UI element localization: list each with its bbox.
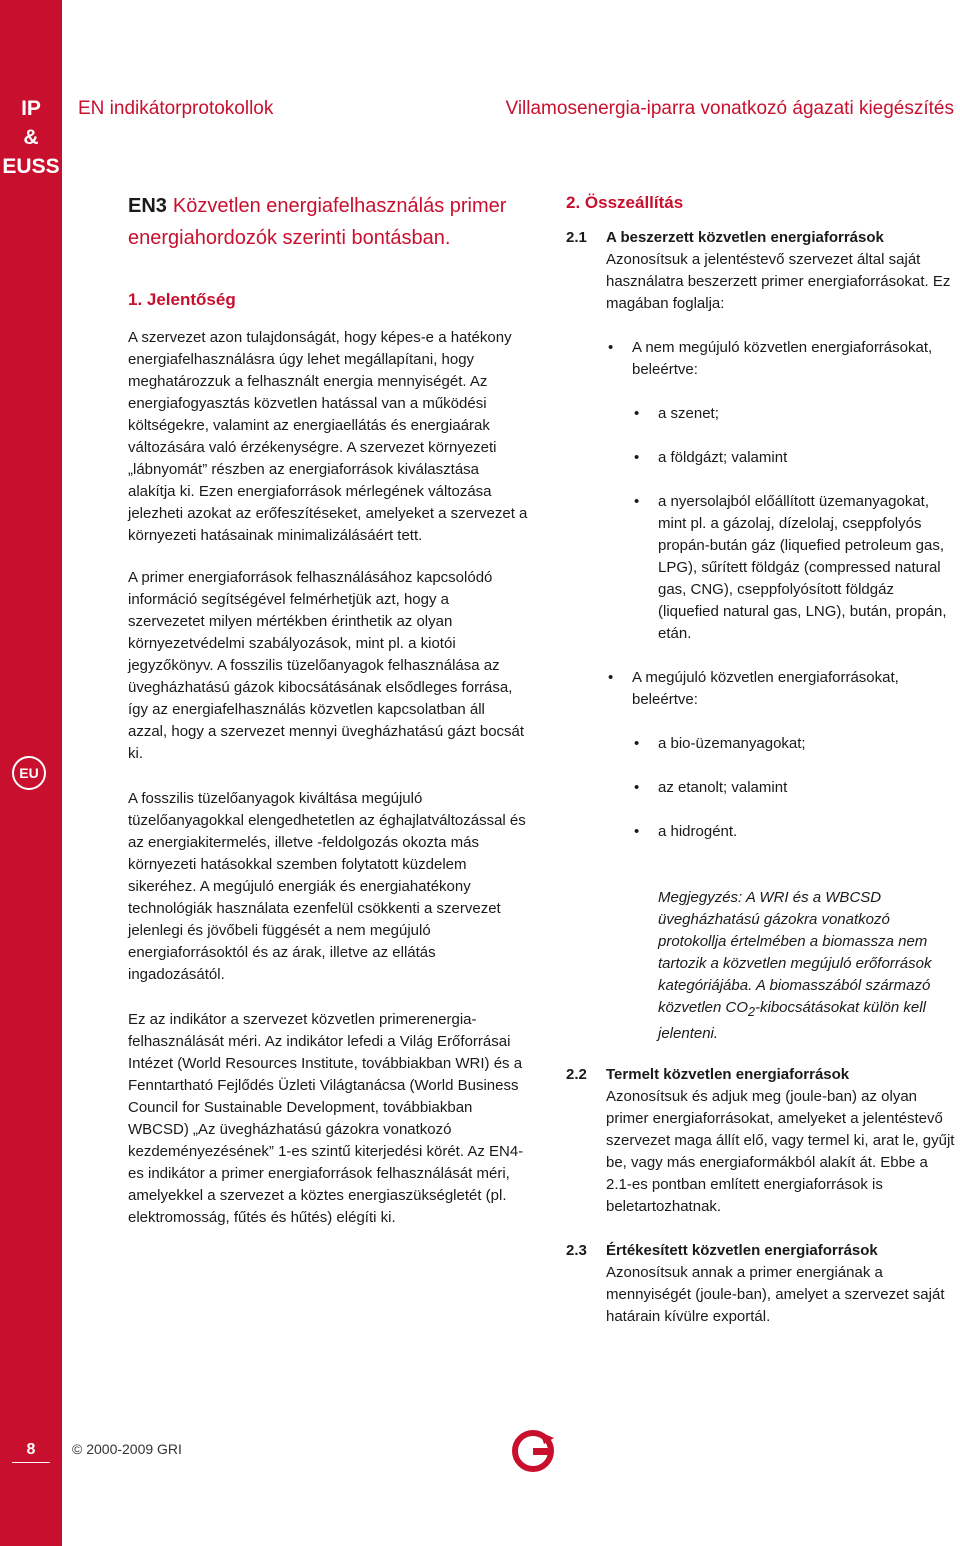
bullet-icon: •	[634, 823, 640, 840]
list-item-text: a földgázt; valamint	[658, 449, 788, 466]
sidebar-brand	[0, 94, 62, 181]
subsection-text: Azonosítsuk annak a primer energiának a mennyiségét (joule-ban), amelyet a szervezet saját határain kívülre exportál.	[606, 1264, 945, 1325]
bullet-icon: •	[634, 735, 640, 752]
bullet-icon: •	[608, 339, 614, 356]
list-item-ethanol	[634, 777, 952, 799]
section-1-paragraph-2: A primer energiaforrások felhasználásához kapcsolódó információ segítségével felmérhetjük azt, hogy a szervezetet milyen mértékben érinthetik az olyan környezetvédelmi szabályozások, mint pl. a kiotói jegyzőkönyv. A fosszilis tüzelőanyagok felhasználása az üvegházhatású gázok kibocsátásának elsődleges forrása, így az energiafelhasználás közvetlen kapcsolatban áll azzal, hogy a szervezet mennyi üvegházhatású gázt bocsát ki.	[128, 569, 525, 762]
subsection-2-3	[566, 1240, 956, 1328]
page-number: 8	[26, 1441, 36, 1458]
section-1-paragraph-1: A szervezet azon tulajdonságát, hogy képes-e a hatékony energiafelhasználásra úgy lehet megállapítani, hogy meghatározzuk a felhasznált energia mennyiségét. Az energiafogyasztás közvetlen hatással van a működési költségekre, valamint az energiaellátás és energiaárak változására való érzékenységre. A szervezet környezeti „lábnyomát” részben az energiaforrások kiválasztása alakítja ki. Ezen energiaforrások mérlegének változása jelezheti azokat az erőfeszítéseket, amelyeket a szervezet a környezeti hatásainak minimalizálásáért tett.	[128, 329, 528, 544]
header-left: EN indikátorprotokollok	[78, 98, 274, 119]
subsection-2-1	[566, 227, 956, 315]
bullet-nonrenewable	[608, 337, 950, 381]
list-item-text: a szenet;	[658, 405, 719, 422]
bullet-icon: •	[634, 493, 640, 510]
subsection-2-2	[566, 1064, 956, 1218]
list-item-biofuel	[634, 733, 952, 755]
section-1-heading: 1. Jelentőség	[128, 290, 236, 309]
page-title	[128, 190, 508, 254]
bullet-renewable	[608, 667, 950, 711]
subsection-title: Termelt közvetlen energiaforrások	[606, 1066, 850, 1083]
bullet-text: A megújuló közvetlen energiaforrásokat, beleértve:	[632, 669, 899, 708]
section-1-paragraph-3: A fosszilis tüzelőanyagok kiváltása megújuló tüzelőanyagokkal elengedhetetlen az éghajlatváltozással és az energiakitermelés, illetve -feldolgozás okozta más környezeti hatásokkal szemben folytatott küzdelem sikeréhez. A megújuló energiák és energiahatékony technológiák használata ezenfelül csökkenti a szervezet jelenlegi és jövőbeli függését a nem megújuló energiaforrásoktól és az árak, illetve az ellátás ingadozásától.	[128, 790, 526, 983]
header-right: Villamosenergia-iparra vonatkozó ágazati kiegészítés	[505, 98, 954, 119]
section-1-paragraph-4: Ez az indikátor a szervezet közvetlen primerenergia-felhasználását méri. Az indikátor lefedi a Világ Erőforrásai Intézet (World Resources Institute, továbbiakban WRI) és a Fenntartható Fejlődés Üzleti Világtanácsa (World Business Council for Sustainable Development, továbbiakban WBCSD) „Az üvegházhatású gázokra vonatkozó kezdeményezésének” 1-es szintű kiterjedési körét. Az EN4-es indikátor a primer energiaforrások felhasználását méri, amelyekkel a szervezet a köztes energiaszükségletét (pl. elektromosság, fűtés és hűtés) elégíti ki.	[128, 1011, 524, 1226]
note-text-end: -kibocsátásokat külön kell jelenteni.	[658, 999, 926, 1042]
note-text-main: Megjegyzés: A WRI és a WBCSD üvegházhatású gázokra vonatkozó protokollja értelmében a biomassza nem tartozik a közvetlen megújuló erőforrások kategóriájába. A biomasszából származó közvetlen CO	[658, 889, 932, 1016]
sidebar	[0, 0, 62, 1546]
note-subscript: 2	[748, 1005, 755, 1019]
brand-line-2: &	[23, 126, 39, 149]
bullet-icon: •	[608, 669, 614, 686]
brand-line-1: IP	[21, 97, 41, 120]
list-item-text: az etanolt; valamint	[658, 779, 788, 796]
bullet-icon: •	[634, 779, 640, 796]
subsection-text: Azonosítsuk és adjuk meg (joule-ban) az olyan primer energiaforrásokat, amelyeket a jelentéstevő szervezet maga állít elő, vagy termel ki, arat le, gyűjt be, vagy más energiaformákból alakít át. Ebbe a 2.1-es pontban említett energiaforrások is beletartozhatnak.	[606, 1088, 955, 1215]
bullet-icon: •	[634, 449, 640, 466]
section-2-heading: 2. Összeállítás	[566, 193, 684, 212]
list-item-fuels	[634, 491, 958, 645]
list-item-hydrogen	[634, 821, 952, 843]
bullet-text: A nem megújuló közvetlen energiaforrásokat, beleértve:	[632, 339, 933, 378]
list-item-text: a bio-üzemanyagokat;	[658, 735, 806, 752]
list-item-coal	[634, 403, 952, 425]
list-item-text: a nyersolajból előállított üzemanyagokat, mint pl. a gázolaj, dízelolaj, cseppfolyós propán-bután gáz (liquefied petroleum gas, LPG), sűrített földgáz (compressed natural gas, CNG), cseppfolyósított földgáz (liquefied natural gas, LNG), bután, propán, etán.	[658, 493, 947, 642]
subsection-title: Értékesített közvetlen energiaforrások	[606, 1242, 878, 1259]
gri-logo-icon	[510, 1428, 556, 1474]
bullet-icon: •	[634, 405, 640, 422]
subsection-number: 2.1	[566, 229, 587, 246]
brand-line-3: EUSS	[2, 155, 60, 178]
page-number-underline	[12, 1462, 50, 1463]
subsection-number: 2.3	[566, 1242, 587, 1259]
subsection-text: Azonosítsuk a jelentéstevő szervezet által saját használatra beszerzett primer energiaforrásokat. Ez magában foglalja:	[606, 251, 951, 312]
title-text: Közvetlen energiafelhasználás primer energiahordozók szerinti bontásban.	[128, 195, 507, 249]
eu-badge-icon: EU	[12, 756, 46, 790]
indicator-code: EN3	[128, 195, 167, 217]
copyright-text: © 2000-2009 GRI	[72, 1441, 182, 1457]
list-item-gas	[634, 447, 952, 469]
subsection-title: A beszerzett közvetlen energiaforrások	[606, 229, 884, 246]
note-text	[658, 887, 948, 1045]
list-item-text: a hidrogént.	[658, 823, 738, 840]
subsection-number: 2.2	[566, 1066, 587, 1083]
